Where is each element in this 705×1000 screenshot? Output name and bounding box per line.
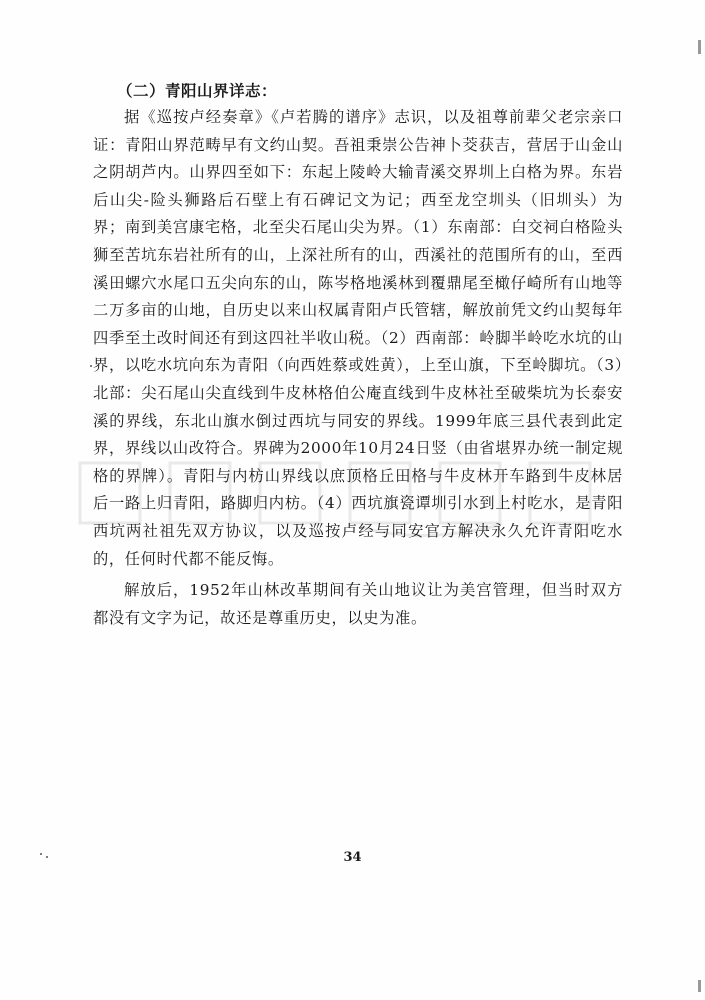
document-body xyxy=(93,78,623,632)
section-heading: （二）青阳山界详志： xyxy=(117,82,278,100)
scan-edge-mark xyxy=(698,980,701,992)
scan-speck xyxy=(46,856,48,858)
body-paragraph-2: 解放后，1952年山林改革期间有关山地议让为美宫管理，但当时双方都没有文字为记，故还是尊重历史，以史为准。 xyxy=(93,581,623,627)
page-number: 34 xyxy=(343,850,362,865)
scan-speck xyxy=(40,853,42,855)
scan-edge-mark xyxy=(698,40,701,54)
body-paragraph-1: 据《巡按卢经奏章》《卢若腾的谱序》志识，以及祖尊前辈父老宗亲口证：青阳山界范畴早有文约山契。吾祖秉崇公告神卜茭获吉，营居于山金山之阴胡芦内。山界四至如下：东起上陵岭大输青溪交界圳上白格为界。东岩后山尖-险头狮路后石壁上有石碑记文为记；西至龙空圳头（旧圳头）为界；南到美宫康宅格，北至尖石尾山尖为界。（1）东南部：白交祠白格险头狮至苦坑东岩社所有的山，上深社所有的山，西溪社的范围所有的山，至西溪田螺穴水尾口五尖向东的山，陈岑格地溪林到覆鼎尾至橄仔崎所有山地等二万多亩的山地，自历史以来山权属青阳卢氏管辖，解放前凭文约山契每年四季至土改时间还有到这四社半收山税。（2）西南部：岭脚半岭吃水坑的山界，以吃水坑向东为青阳（向西姓蔡或姓黄），上至山旗，下至岭脚坑。（3）北部：尖石尾山尖直线到牛皮林格伯公庵直线到牛皮林社至破柴坑为长泰安溪的界线，东北山旗水倒过西坑与同安的界线。1999年底三县代表到此定界，界线以山改符合。界碑为2000年10月24日竖（由省堪界办统一制定规格的界牌）。青阳与内枋山界线以庶顶格丘田格与牛皮林开车路到牛皮林居后一路上归青阳，路脚归内枋。（4）西坑旗瓷谭圳引水到上村吃水，是青阳西坑两社祖先双方协议，以及巡按卢经与同安官方解决永久允许青阳吃水的，任何时代都不能反悔。 xyxy=(93,108,623,568)
scan-speck xyxy=(90,365,92,367)
